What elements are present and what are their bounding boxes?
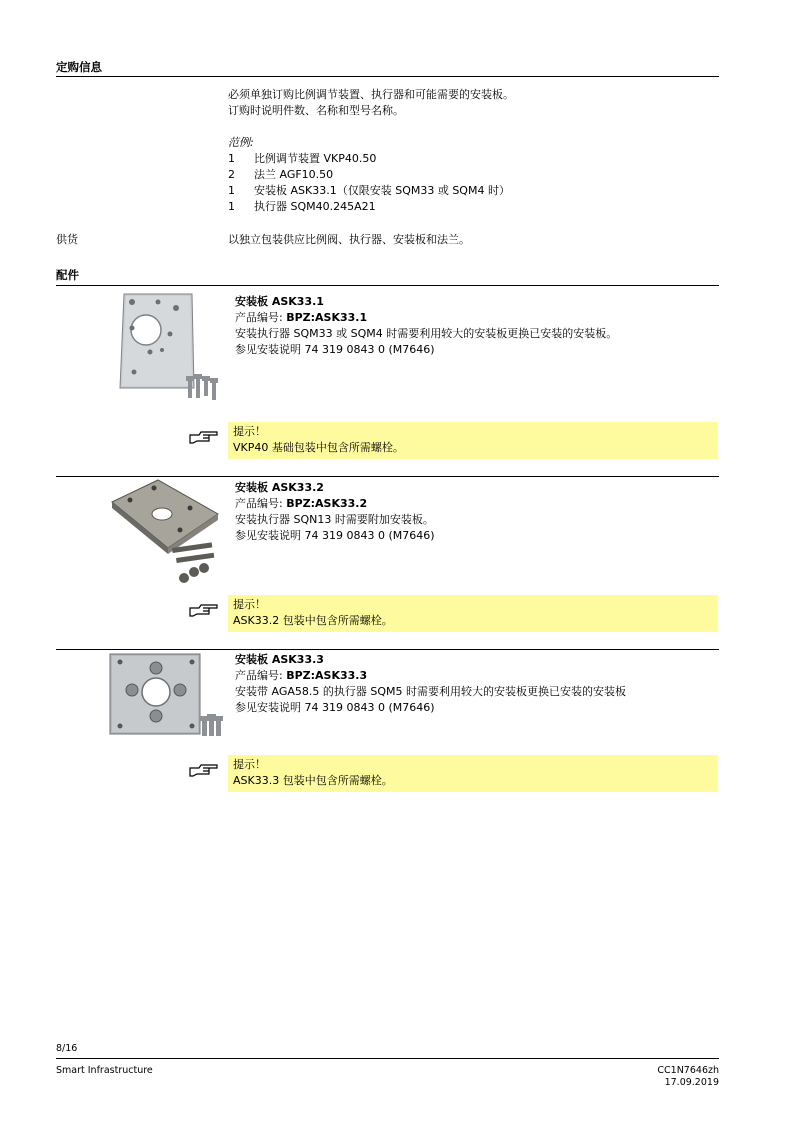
installation-reference: 参见安装说明 74 319 0843 0 (M7646) [235,343,435,356]
example-text: 安装板 ASK33.1（仅限安装 SQM33 或 SQM4 时） [254,184,510,197]
section-divider [56,476,719,477]
hint-text: ASK33.3 包装中包含所需螺栓。 [233,774,393,787]
installation-reference: 参见安装说明 74 319 0843 0 (M7646) [235,529,435,542]
example-row [228,183,510,199]
hint-title: 提示！ [233,758,266,771]
mounting-plate-photo [106,478,224,588]
hint-box [228,595,718,632]
example-qty: 1 [228,184,235,197]
footer-divider [56,1058,719,1059]
accessory-info [235,652,626,716]
example-text: 法兰 AGF10.50 [254,168,334,181]
mounting-plate-photo [112,290,224,408]
accessory-title: 安装板 ASK33.2 [235,481,324,494]
accessory-description: 安装执行器 SQM33 或 SQM4 时需要利用较大的安装板更换已安装的安装板。 [235,327,618,340]
example-text: 执行器 SQM40.245A21 [254,200,376,213]
hint-text: ASK33.2 包装中包含所需螺栓。 [233,614,393,627]
hint-text: VKP40 基础包装中包含所需螺栓。 [233,441,404,454]
pointing-hand-icon [189,603,219,617]
example-qty: 1 [228,200,235,213]
accessory-info [235,294,617,358]
example-row [228,199,510,215]
delivery-text: 以独立包装供应比例阀、执行器、安装板和法兰。 [228,233,470,246]
accessory-title: 安装板 ASK33.3 [235,653,324,666]
document-date: 17.09.2019 [664,1077,719,1088]
ordering-line: 必须单独订购比例调节装置、执行器和可能需要的安装板。 [228,88,514,101]
document-id: CC1N7646zh [657,1065,719,1076]
product-code: BPZ:ASK33.2 [286,497,368,510]
example-text: 比例调节装置 VKP40.50 [254,152,377,165]
installation-reference: 参见安装说明 74 319 0843 0 (M7646) [235,701,435,714]
hint-box [228,422,718,459]
section-divider [56,285,719,286]
product-code-line [235,310,617,326]
example-row [228,167,510,183]
section-divider [56,76,719,77]
section-divider [56,649,719,650]
example-row [228,151,510,167]
hint-title: 提示！ [233,425,266,438]
example-block [228,135,510,215]
hint-title: 提示！ [233,598,266,611]
pointing-hand-icon [189,430,219,444]
product-code-line [235,496,435,512]
accessories-heading: 配件 [56,268,79,282]
product-code-label: 产品编号: [235,311,287,324]
accessory-title: 安装板 ASK33.1 [235,295,324,308]
mounting-plate-photo [108,652,224,744]
product-code-label: 产品编号: [235,669,287,682]
product-code-line [235,668,626,684]
accessory-info [235,480,435,544]
example-qty: 1 [228,152,235,165]
company-name: Smart Infrastructure [56,1065,153,1076]
delivery-label: 供货 [56,233,78,246]
product-code-label: 产品编号: [235,497,287,510]
page-number: 8/16 [56,1043,78,1054]
ordering-line: 订购时说明件数、名称和型号名称。 [228,104,404,117]
example-label: 范例: [228,136,254,149]
product-code: BPZ:ASK33.3 [286,669,368,682]
pointing-hand-icon [189,763,219,777]
hint-box [228,755,718,792]
product-code: BPZ:ASK33.1 [286,311,368,324]
example-qty: 2 [228,168,235,181]
ordering-text [228,87,514,119]
accessory-description: 安装带 AGA58.5 的执行器 SQM5 时需要利用较大的安装板更换已安装的安装板 [235,685,626,698]
accessory-description: 安装执行器 SQN13 时需要附加安装板。 [235,513,434,526]
ordering-heading: 定购信息 [56,60,102,74]
